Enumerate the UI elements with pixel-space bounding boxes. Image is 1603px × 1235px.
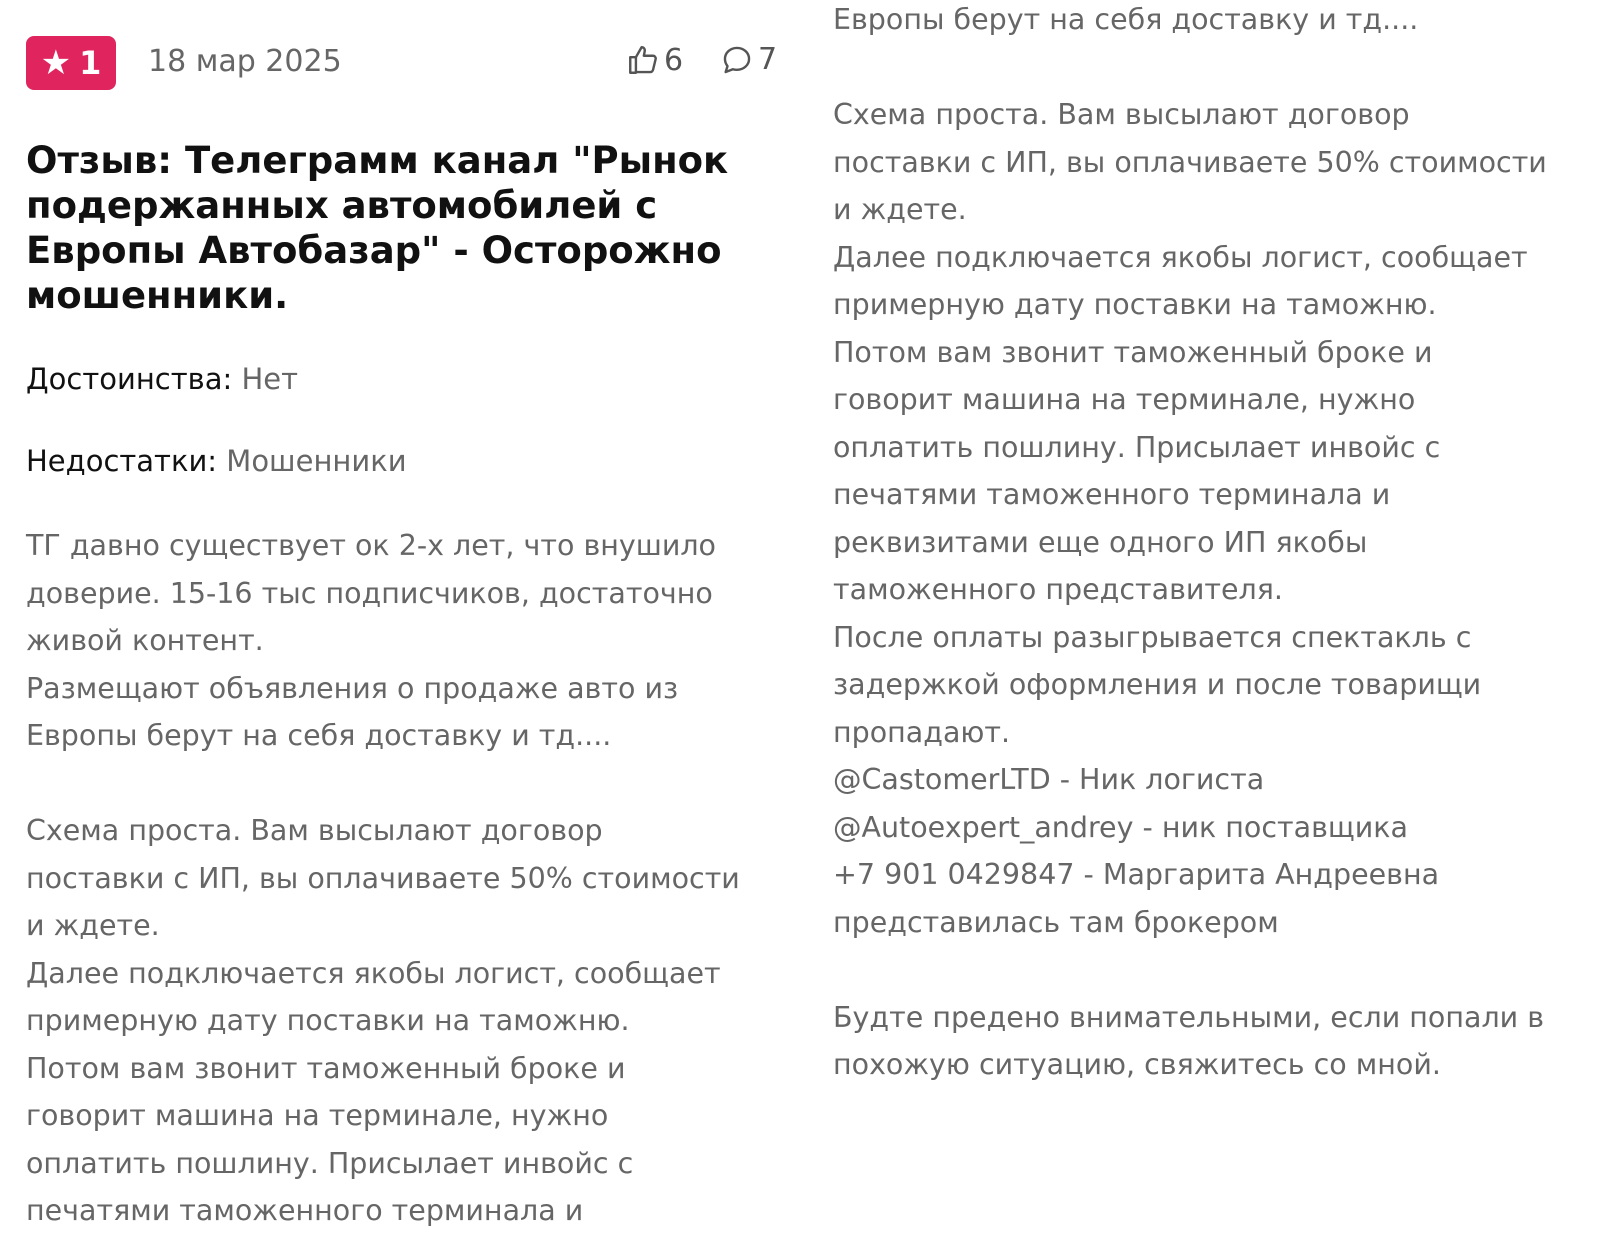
rating-value: 1 bbox=[79, 44, 102, 82]
pros-label: Достоинства: bbox=[26, 362, 233, 396]
comment-icon bbox=[720, 43, 754, 77]
comments-count: 7 bbox=[758, 42, 778, 77]
body-line: Схема проста. Вам высылают договор bbox=[26, 814, 603, 847]
body-line: говорит машина на терминале, нужно bbox=[26, 1099, 609, 1132]
body-line: пропадают. bbox=[833, 715, 1011, 749]
body-line: ТГ давно существует ок 2-х лет, что внушило bbox=[26, 529, 716, 562]
rating-badge bbox=[26, 36, 116, 90]
like-button[interactable] bbox=[626, 42, 683, 78]
body-line: примерную дату поставки на таможню. bbox=[833, 288, 1437, 321]
username-link: @CastomerLTD - Ник логиста bbox=[833, 763, 1265, 796]
body-line: таможенного представителя. bbox=[833, 573, 1283, 606]
likes-count: 6 bbox=[664, 42, 684, 78]
body-line: примерную дату поставки на таможню. bbox=[26, 1004, 630, 1037]
pros-value: Нет bbox=[241, 362, 299, 396]
body-line: оплатить пошлину. Присылает инвойс с bbox=[26, 1146, 634, 1180]
body-line: Далее подключается якобы логист, сообщает bbox=[833, 240, 1528, 274]
body-line: оплатить пошлину. Присылает инвойс с bbox=[833, 430, 1441, 464]
body-line: печатями таможенного терминала и bbox=[26, 1194, 584, 1227]
username-link: @Autoexpert_andrey - ник поставщика bbox=[833, 810, 1408, 844]
body-line: Схема проста. Вам высылают договор bbox=[833, 98, 1410, 131]
body-line: задержкой оформления и после товарищи bbox=[833, 668, 1482, 701]
body-line: доверие. 15-16 тыс подписчиков, достаточно bbox=[26, 576, 713, 610]
body-line: Потом вам звонит таможенный броке и bbox=[26, 1051, 626, 1085]
body-line: живой контент. bbox=[26, 624, 264, 657]
body-line: поставки с ИП, вы оплачиваете 50% стоимости bbox=[26, 861, 740, 895]
body-line: поставки с ИП, вы оплачиваете 50% стоимости bbox=[833, 145, 1547, 179]
review-meta bbox=[26, 36, 796, 100]
paragraph-gap bbox=[833, 946, 1603, 994]
body-line: реквизитами еще одного ИП якобы bbox=[833, 525, 1368, 559]
cons-field bbox=[26, 438, 796, 484]
body-line: Потом вам звонит таможенный броке и bbox=[833, 335, 1433, 369]
body-line: Европы берут на себя доставку и тд.... bbox=[833, 3, 1419, 36]
review-title: Отзыв: Телеграмм канал "Рынок подержанных автомобилей с Европы Автобазар" - Осторожно мошенники. bbox=[26, 139, 729, 317]
star-icon: ★ bbox=[40, 43, 72, 83]
comments-button[interactable] bbox=[720, 42, 777, 77]
body-line: Будте предено внимательными, если попали в bbox=[833, 1000, 1545, 1034]
body-line: представилась там брокером bbox=[833, 905, 1279, 939]
body-line: и ждете. bbox=[26, 909, 160, 942]
review-body bbox=[26, 522, 796, 1235]
cons-value: Мошенники bbox=[226, 444, 407, 478]
body-line: печатями таможенного терминала и bbox=[833, 478, 1391, 511]
pros-field bbox=[26, 356, 796, 402]
paragraph-gap bbox=[833, 44, 1603, 92]
thumbs-up-icon bbox=[626, 42, 660, 78]
body-line: говорит машина на терминале, нужно bbox=[833, 383, 1416, 416]
phone-number: +7 901 0429847 - Маргарита Андреевна bbox=[833, 858, 1440, 891]
body-line: После оплаты разыгрывается спектакль с bbox=[833, 620, 1472, 654]
body-line: Далее подключается якобы логист, сообщает bbox=[26, 956, 721, 990]
review-column-right bbox=[833, 0, 1593, 1188]
review-body-continued bbox=[833, 0, 1603, 1089]
body-line: и ждете. bbox=[833, 193, 967, 226]
body-line: Европы берут на себя доставку и тд.... bbox=[26, 719, 612, 752]
body-line: похожую ситуацию, свяжитесь со мной. bbox=[833, 1048, 1441, 1081]
paragraph-gap bbox=[26, 760, 796, 808]
review-column-left bbox=[26, 0, 796, 1227]
review-date: 18 мар 2025 bbox=[148, 44, 342, 79]
cons-label: Недостатки: bbox=[26, 444, 218, 478]
body-line: Размещают объявления о продаже авто из bbox=[26, 671, 679, 705]
